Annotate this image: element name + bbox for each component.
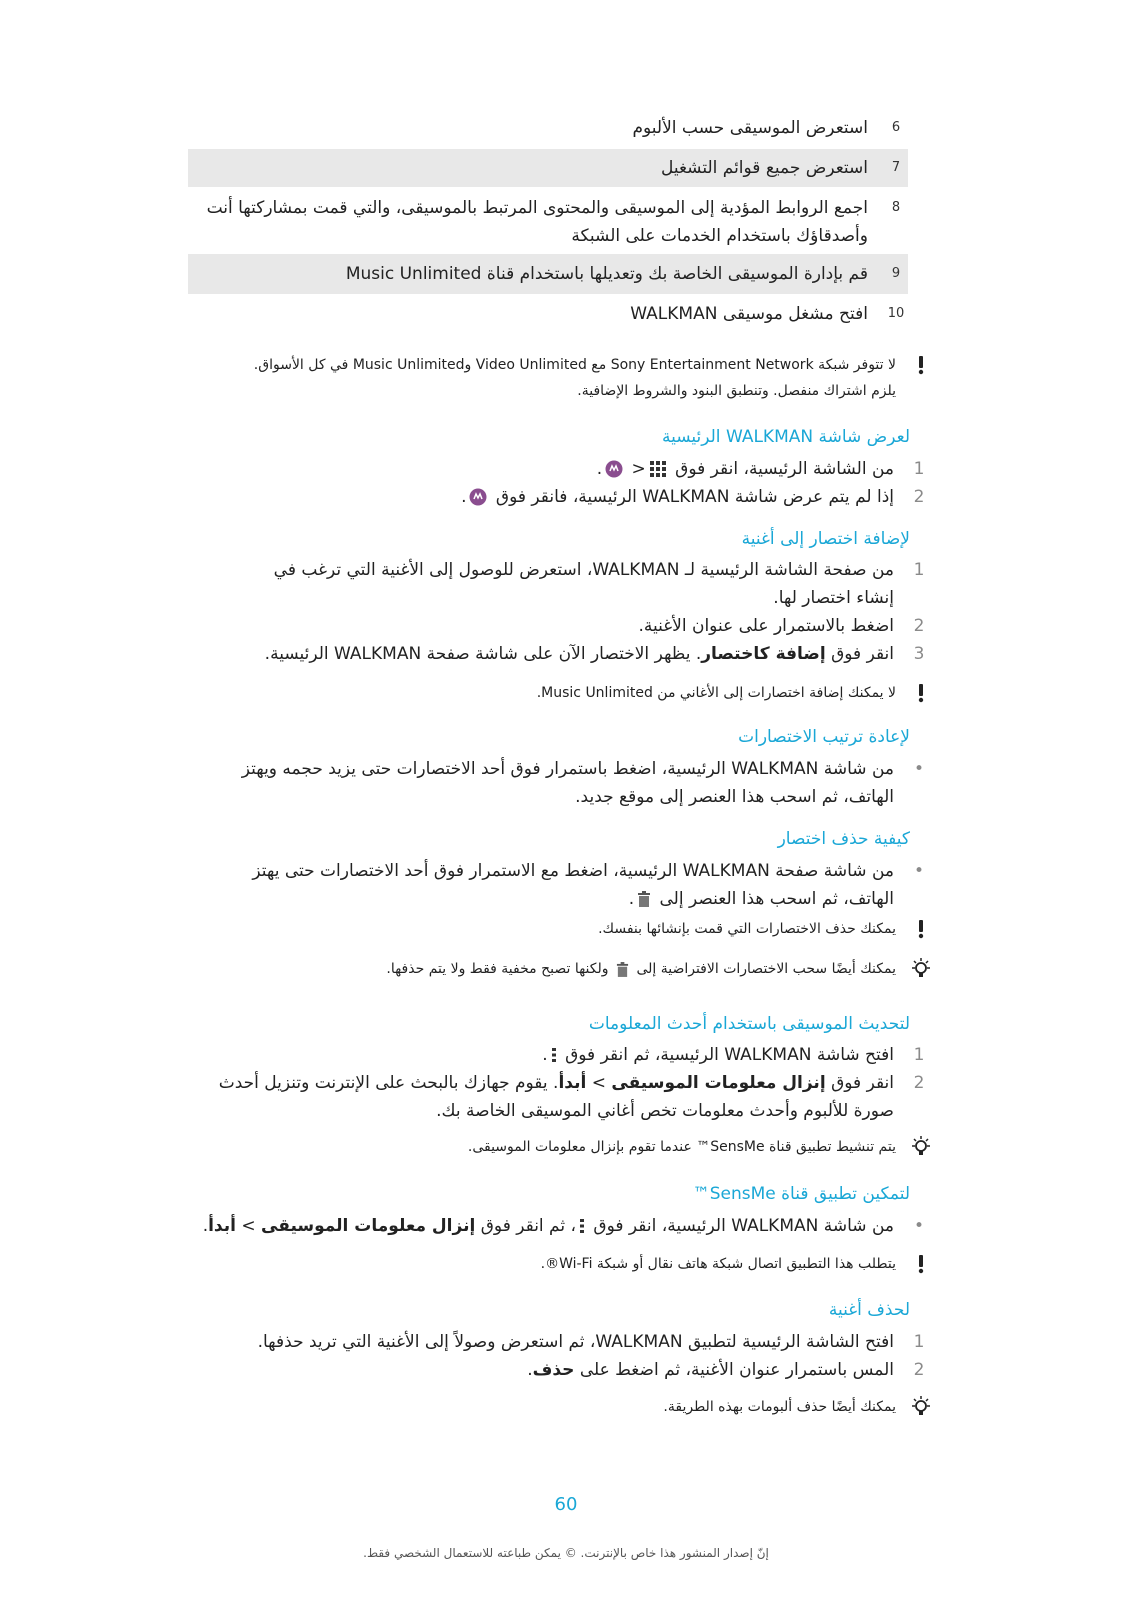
note-text bbox=[188, 956, 896, 982]
bullet-item bbox=[188, 857, 930, 913]
note-text-part: ولكنها تصبح مخفية فقط ولا يتم حذفها. bbox=[386, 961, 609, 977]
delete-keyword: حذف bbox=[532, 1360, 575, 1380]
note-text: يتم تنشيط تطبيق قناة SensMe™ عندما تقوم بإنزال معلومات الموسيقى. bbox=[467, 1139, 896, 1155]
item-number: 8 bbox=[891, 200, 901, 215]
section-heading: لعرض شاشة WALKMAN الرئيسية bbox=[661, 427, 910, 447]
item-number: 7 bbox=[891, 160, 901, 175]
list-item bbox=[188, 194, 908, 250]
step bbox=[188, 483, 930, 511]
step-number: 1 bbox=[913, 459, 925, 479]
download-music-info-keyword: إنزال معلومات الموسيقى bbox=[261, 1216, 476, 1236]
item-text: اجمع الروابط المؤدية إلى الموسيقى والمحتوى المرتبط بالموسيقى، والتي قمت بمشاركتها أنت bbox=[206, 198, 868, 218]
bullet-text-part: الهاتف، ثم اسحب هذا العنصر إلى bbox=[659, 889, 894, 909]
tip-note bbox=[188, 1134, 932, 1160]
item-number: 6 bbox=[891, 120, 901, 135]
bullet: • bbox=[913, 1216, 925, 1236]
note-text: يتطلب هذا التطبيق اتصال شبكة هاتف نقال أو شبكة Wi-Fi®. bbox=[540, 1256, 896, 1272]
important-note bbox=[188, 916, 932, 942]
list-item bbox=[188, 149, 908, 187]
bullet: • bbox=[913, 861, 925, 881]
step bbox=[188, 612, 930, 640]
step-number: 2 bbox=[913, 487, 925, 507]
note-text: يمكنك أيضًا حذف ألبومات بهذه الطريقة. bbox=[663, 1399, 896, 1415]
step-number: 2 bbox=[913, 1360, 925, 1380]
step bbox=[188, 640, 930, 668]
bullet-text-line2: الهاتف، ثم اسحب هذا العنصر إلى موقع جديد. bbox=[575, 787, 894, 807]
section-heading: كيفية حذف اختصار bbox=[777, 829, 910, 849]
note-text: يمكنك حذف الاختصارات التي قمت بإنشائها بنفسك. bbox=[598, 921, 896, 937]
step-number: 1 bbox=[913, 1045, 925, 1065]
bullet-text-line2: الهاتف، ثم اسحب هذا العنصر إلى . bbox=[628, 889, 894, 909]
exclamation-icon bbox=[910, 682, 932, 704]
important-note bbox=[188, 1251, 932, 1277]
step-number: 2 bbox=[913, 616, 925, 636]
step bbox=[188, 1069, 930, 1125]
bullet-text: من شاشة WALKMAN الرئيسية، انقر فوق ، ثم انقر فوق إنزال معلومات الموسيقى > أبدأ. bbox=[202, 1216, 894, 1236]
bullet-text-part: ، ثم انقر فوق bbox=[480, 1216, 576, 1236]
bullet-text-part: من شاشة WALKMAN الرئيسية، انقر فوق bbox=[593, 1216, 894, 1236]
note-text: لا تتوفر شبكة Sony Entertainment Network مع Video Unlimited وMusic Unlimited في كل الأسواق. bbox=[253, 357, 896, 373]
item-text: استعرض جميع قوائم التشغيل bbox=[660, 158, 868, 178]
step-text: المس باستمرار عنوان الأغنية، ثم اضغط على حذف. bbox=[527, 1360, 894, 1380]
item-text-line2: وأصدقاؤك باستخدام الخدمات على الشبكة bbox=[571, 226, 868, 246]
step-text-part: > bbox=[591, 1073, 606, 1093]
bullet: • bbox=[913, 759, 925, 779]
step-text: اضغط بالاستمرار على عنوان الأغنية. bbox=[638, 616, 894, 636]
section-heading: لحذف أغنية bbox=[828, 1300, 910, 1320]
walkman-icon bbox=[605, 460, 623, 478]
bullet-text-part: > bbox=[241, 1216, 256, 1236]
trash-icon bbox=[637, 891, 651, 907]
trash-icon bbox=[616, 962, 629, 977]
step-text bbox=[188, 1069, 894, 1097]
step bbox=[188, 1356, 930, 1384]
step-text-part: من الشاشة الرئيسية، انقر فوق bbox=[675, 459, 894, 479]
step-text-part: . يظهر الاختصار الآن على شاشة صفحة WALKMAN الرئيسية. bbox=[264, 644, 702, 664]
tip-note bbox=[188, 956, 932, 982]
lightbulb-icon bbox=[910, 958, 932, 980]
step-number: 1 bbox=[913, 1332, 925, 1352]
step-text-line2: إنشاء اختصار لها. bbox=[773, 588, 894, 608]
note-text-line2: يلزم اشتراك منفصل. وتنطبق البنود والشروط الإضافية. bbox=[577, 383, 896, 399]
step-text: افتح شاشة WALKMAN الرئيسية، ثم انقر فوق . bbox=[542, 1045, 894, 1065]
download-music-info-keyword: إنزال معلومات الموسيقى bbox=[611, 1073, 826, 1093]
step bbox=[188, 1328, 930, 1356]
step-text-line2: صورة للألبوم وأحدث معلومات تخص أغاني الموسيقى الخاصة بك. bbox=[436, 1101, 894, 1121]
exclamation-icon bbox=[910, 918, 932, 940]
important-note bbox=[188, 680, 932, 706]
step-text-part: . يقوم جهازك بالبحث على الإنترنت وتنزيل أحدث bbox=[218, 1073, 559, 1093]
step-text bbox=[188, 640, 894, 668]
app-grid-icon bbox=[649, 460, 667, 478]
lightbulb-icon bbox=[910, 1396, 932, 1418]
list-item bbox=[188, 300, 908, 328]
add-as-shortcut-keyword: إضافة كاختصار bbox=[701, 644, 826, 664]
lightbulb-icon bbox=[910, 1136, 932, 1158]
item-number: 10 bbox=[887, 306, 905, 321]
item-text: قم بإدارة الموسيقى الخاصة بك وتعديلها باستخدام قناة Music Unlimited bbox=[345, 264, 868, 284]
step-text-part: المس باستمرار عنوان الأغنية، ثم اضغط على bbox=[579, 1360, 894, 1380]
step-text: من صفحة الشاشة الرئيسية لـ WALKMAN، استعرض للوصول إلى الأغنية التي ترغب في bbox=[273, 560, 894, 580]
item-number: 9 bbox=[891, 266, 901, 281]
section-heading: لتمكين تطبيق قناة SensMe™ bbox=[692, 1184, 910, 1204]
overflow-menu-icon bbox=[551, 1047, 557, 1063]
item-text: استعرض الموسيقى حسب الألبوم bbox=[632, 118, 868, 138]
step-text: من الشاشة الرئيسية، انقر فوق < . bbox=[596, 459, 894, 479]
overflow-menu-icon bbox=[579, 1218, 585, 1234]
step bbox=[188, 556, 930, 612]
step-text-part: انقر فوق bbox=[831, 1073, 894, 1093]
step-text-part: افتح شاشة WALKMAN الرئيسية، ثم انقر فوق bbox=[565, 1045, 894, 1065]
start-keyword: أبدأ bbox=[208, 1216, 236, 1236]
step-text-part: انقر فوق bbox=[831, 644, 894, 664]
exclamation-icon bbox=[910, 1253, 932, 1275]
footer-text: إنّ إصدار المنشور هذا خاص بالإنترنت. © يمكن طباعته للاستعمال الشخصي فقط. bbox=[363, 1546, 769, 1560]
important-note bbox=[188, 352, 932, 404]
item-text: افتح مشغل موسيقى WALKMAN bbox=[630, 304, 868, 324]
list-item bbox=[188, 114, 908, 142]
section-heading: لتحديث الموسيقى باستخدام أحدث المعلومات bbox=[588, 1014, 910, 1034]
step-text: إذا لم يتم عرض شاشة WALKMAN الرئيسية، فانقر فوق . bbox=[461, 487, 894, 507]
note-text: لا يمكنك إضافة اختصارات إلى الأغاني من Music Unlimited. bbox=[536, 685, 896, 701]
note-text-part: يمكنك أيضًا سحب الاختصارات الافتراضية إلى bbox=[636, 961, 896, 977]
list-item bbox=[188, 254, 908, 294]
start-keyword: أبدأ bbox=[558, 1073, 587, 1093]
step-number: 3 bbox=[913, 644, 925, 664]
step-text: افتح الشاشة الرئيسية لتطبيق WALKMAN، ثم استعرض وصولاً إلى الأغنية التي تريد حذفها. bbox=[257, 1332, 894, 1352]
exclamation-icon bbox=[910, 354, 932, 376]
section-heading: لإعادة ترتيب الاختصارات bbox=[738, 727, 910, 747]
bullet-text: من شاشة WALKMAN الرئيسية، اضغط باستمرار فوق أحد الاختصارات حتى يزيد حجمه ويهتز bbox=[241, 759, 894, 779]
section-heading: لإضافة اختصار إلى أغنية bbox=[741, 529, 910, 549]
page-number: 60 bbox=[554, 1494, 578, 1515]
step bbox=[188, 455, 930, 483]
bullet-text: من شاشة صفحة WALKMAN الرئيسية، اضغط مع الاستمرار فوق أحد الاختصارات حتى يهتز bbox=[252, 861, 894, 881]
step bbox=[188, 1041, 930, 1069]
bullet-item bbox=[188, 1212, 930, 1240]
step-text-part: إذا لم يتم عرض شاشة WALKMAN الرئيسية، فانقر فوق bbox=[495, 487, 894, 507]
tip-note bbox=[188, 1394, 932, 1420]
walkman-icon bbox=[469, 488, 487, 506]
bullet-item bbox=[188, 755, 930, 811]
step-number: 1 bbox=[913, 560, 925, 580]
step-number: 2 bbox=[913, 1073, 925, 1093]
